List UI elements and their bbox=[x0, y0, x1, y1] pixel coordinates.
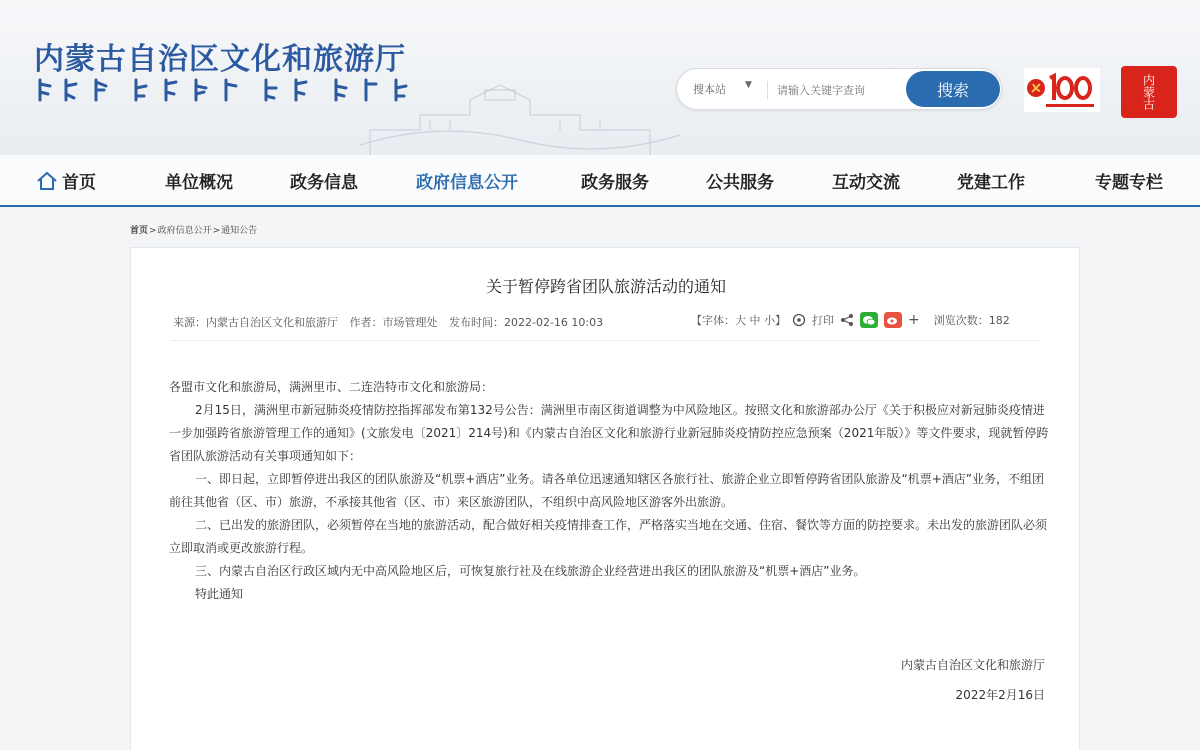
meta-author: 作者：市场管理处 bbox=[349, 316, 438, 329]
site-title[interactable]: 内蒙古自治区文化和旅游厅 bbox=[34, 42, 406, 77]
breadcrumb-notices[interactable]: 通知公告 bbox=[221, 226, 258, 236]
search-input[interactable] bbox=[777, 79, 901, 101]
signature: 内蒙古自治区文化和旅游厅 bbox=[900, 658, 1045, 672]
meta-source: 来源：内蒙古自治区文化和旅游厅 bbox=[173, 316, 338, 329]
search-button[interactable]: 搜索 bbox=[906, 71, 1000, 107]
paragraph: 一、即日起，立即暂停进出我区的团队旅游及“机票+酒店”业务。请各单位迅速通知辖区各旅行社、旅游企业立即暂停跨省团队旅游及“机票+酒店”业务，不组团前往其他省（区、市）旅游，不承接其他省（区、市）来区旅游团队，不组织中高风险地区游客外出旅游。 bbox=[169, 472, 1044, 509]
meta-published: 发布时间：2022-02-16 10:03 bbox=[449, 316, 604, 329]
breadcrumb-separator: > bbox=[149, 226, 157, 236]
article-title: 关于暂停跨省团队旅游活动的通知 bbox=[485, 277, 726, 296]
share-icon[interactable] bbox=[840, 313, 854, 327]
search-scope-select[interactable]: 搜本站 bbox=[693, 83, 726, 96]
nav-item-interaction[interactable]: 互动交流 bbox=[832, 173, 900, 193]
breadcrumb-info-disclosure[interactable]: 政府信息公开 bbox=[157, 226, 212, 236]
nav-item-home[interactable] bbox=[36, 168, 96, 193]
meta-divider bbox=[171, 340, 1041, 341]
article-body bbox=[169, 376, 1049, 606]
wechat-icon[interactable] bbox=[860, 312, 878, 328]
more-share-icon[interactable]: + bbox=[908, 312, 920, 328]
main-nav bbox=[0, 155, 1200, 207]
nav-item-overview[interactable]: 单位概况 bbox=[165, 173, 233, 193]
party-centenary-logo[interactable] bbox=[1024, 68, 1100, 112]
caret-down-icon[interactable]: ▼ bbox=[745, 80, 752, 90]
site-header bbox=[0, 0, 1200, 155]
nav-item-services[interactable]: 政务服务 bbox=[581, 173, 649, 193]
nav-item-government-news[interactable]: 政务信息 bbox=[290, 173, 358, 193]
paragraph: 二、已出发的旅游团队，必须暂停在当地的旅游活动，配合做好相关疫情排查工作，严格落实当地在交通、住宿、餐饮等方面的防控要求。未出发的旅游团队必须立即取消或更改旅游行程。 bbox=[169, 518, 1048, 555]
nav-item-label: 首页 bbox=[62, 173, 96, 193]
print-link[interactable]: 打印 bbox=[812, 314, 834, 327]
weibo-icon[interactable] bbox=[884, 312, 902, 328]
article-meta bbox=[173, 314, 611, 330]
nav-item-topics[interactable]: 专题专栏 bbox=[1095, 173, 1163, 193]
breadcrumb-home[interactable]: 首页 bbox=[130, 226, 149, 236]
nav-item-public-services[interactable]: 公共服务 bbox=[706, 173, 774, 193]
nav-item-info-disclosure[interactable]: 政府信息公开 bbox=[416, 173, 518, 193]
search-box bbox=[676, 68, 1002, 110]
paragraph: 三、内蒙古自治区行政区域内无中高风险地区后，可恢复旅行社及在线旅游企业经营进出我区的团队旅游及“机票+酒店”业务。 bbox=[195, 564, 866, 578]
article-card bbox=[130, 247, 1080, 750]
article-tools bbox=[691, 312, 1010, 328]
home-icon bbox=[36, 171, 58, 191]
salutation: 各盟市文化和旅游局，满洲里市、二连浩特市文化和旅游局： bbox=[169, 380, 494, 394]
font-size-switcher[interactable]: 【字体：大 中 小】 bbox=[691, 314, 786, 327]
seal-logo[interactable]: 内蒙古 bbox=[1121, 66, 1177, 118]
nav-item-party-building[interactable]: 党建工作 bbox=[957, 173, 1025, 193]
view-count: 浏览次数：182 bbox=[933, 314, 1010, 327]
closing-line: 特此通知 bbox=[195, 587, 244, 601]
mongolian-script-title bbox=[36, 74, 416, 104]
breadcrumb bbox=[130, 223, 258, 236]
breadcrumb-separator: > bbox=[212, 226, 221, 236]
paragraph: 2月15日，满洲里市新冠肺炎疫情防控指挥部发布第132号公告：满洲里市南区街道调整为中风险地区。按照文化和旅游部办公厅《关于积极应对新冠肺炎疫情进一步加强跨省旅游管理工作的通知》(文旅发电〔2021〕214号)和《内蒙古自治区文化和旅游行业新冠肺炎疫情防控应急预案（2021年版）》等文件要求，现就暂停跨省团队旅游活动有关事项通知如下： bbox=[169, 403, 1049, 463]
print-icon[interactable] bbox=[792, 313, 806, 327]
signature-date: 2022年2月16日 bbox=[955, 688, 1045, 702]
search-divider bbox=[767, 81, 768, 99]
